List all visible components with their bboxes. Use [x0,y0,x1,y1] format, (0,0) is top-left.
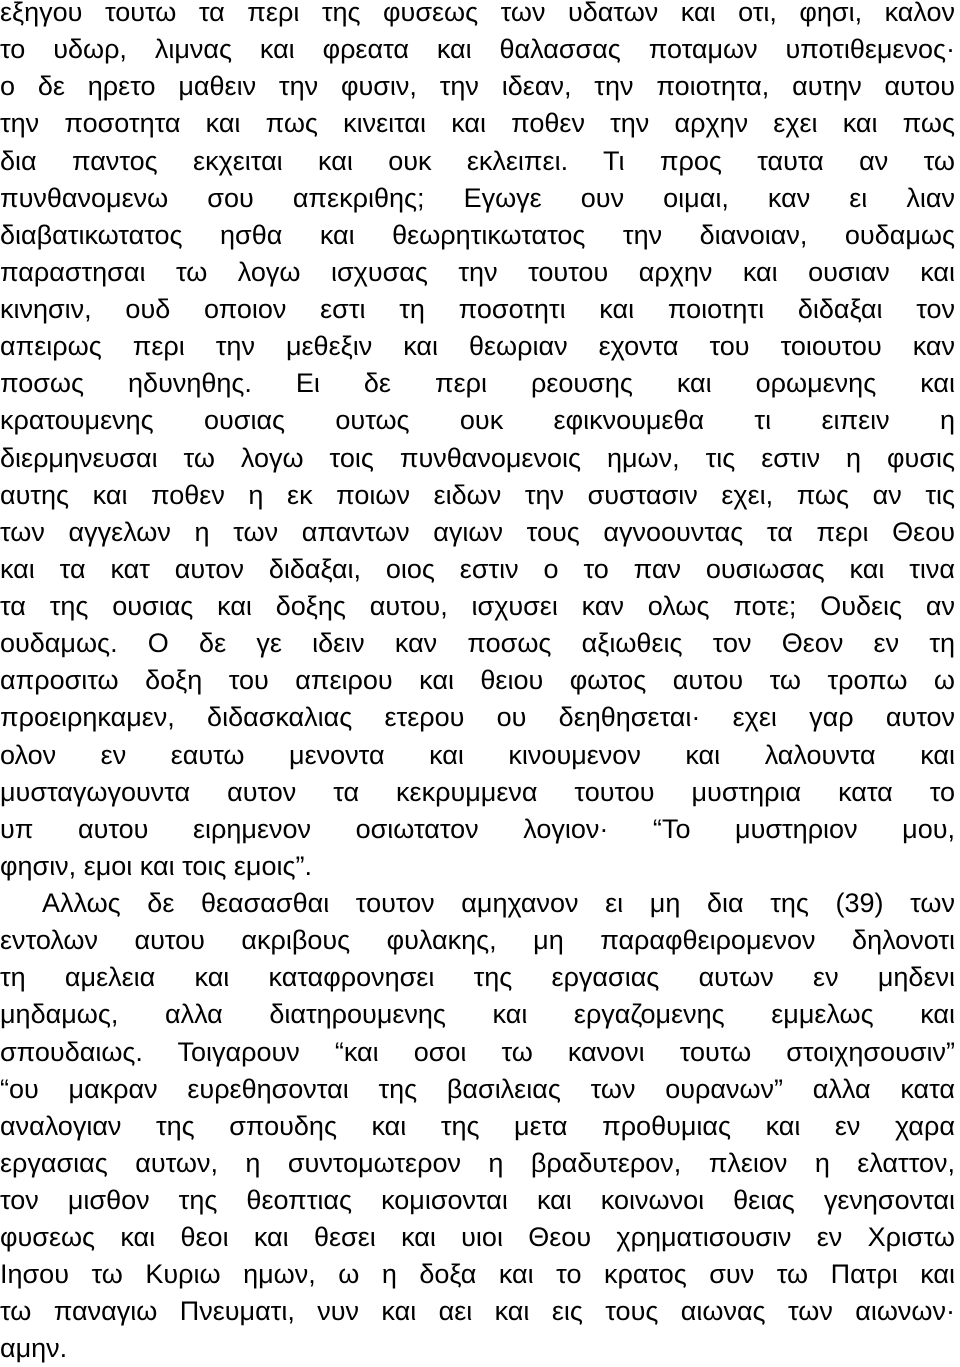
text-line: κρατουμενης ουσιας ουτως ουκ εφικνουμεθα τι ειπειν η [0,405,955,435]
text-line: διερμηνευσαι τω λογω τοις πυνθανομενοις ημων, τις εστιν η φυσις [0,443,955,473]
text-line: “ου μακραν ευρεθησονται της βασιλειας των ουρανων” αλλα κατα [0,1074,955,1104]
text-line: υπ αυτου ειρημενον οσιωτατον λογιον· “Το μυστηριον μου, [0,814,955,844]
text-line: τω παναγιω Πνευματι, νυν και αει και εις τους αιωνας των αιωνων· [0,1296,955,1326]
text-line: Ιησου τω Κυριω ημων, ω η δοξα και το κρατος συν τω Πατρι και [0,1259,955,1289]
text-line: την ποσοτητα και πως κινειται και ποθεν την αρχην εχει και πως [0,108,955,138]
text-line: αναλογιαν της σπουδης και της μετα προθυμιας και εν χαρα [0,1111,955,1141]
text-line: και τα κατ αυτον διδαξαι, οιος εστιν ο το παν ουσιωσας και τινα [0,554,955,584]
text-line: ποσως ηδυνηθης. Ει δε περι ρεουσης και ορωμενης και [0,368,955,398]
text-line: τη αμελεια και καταφρονησει της εργασιας αυτων εν μηδενι [0,962,955,992]
text-line: κινησιν, ουδ οποιον εστι τη ποσοτητι και ποιοτητι διδαξαι τον [0,294,955,324]
text-line: διαβατικωτατος ησθα και θεωρητικωτατος την διανοιαν, ουδαμως [0,220,955,250]
text-line: το υδωρ, λιμνας και φρεατα και θαλασσας ποταμων υποτιθεμενος· [0,34,955,64]
text-line: εξηγου τουτω τα περι της φυσεως των υδατων και οτι, φησι, καλον [0,0,955,27]
text-line: τον μισθον της θεοπτιας κομισονται και κοινωνοι θειας γενησονται [0,1185,955,1215]
text-line: των αγγελων η των απαντων αγιων τους αγνοουντας τα περι Θεου [0,517,955,547]
text-line: Αλλως δε θεασασθαι τουτον αμηχανον ει μη δια της (39) των [42,888,955,918]
text-line: απροσιτω δοξη του απειρου και θειου φωτος αυτου τω τροπω ω [0,665,955,695]
text-line: ο δε ηρετο μαθειν την φυσιν, την ιδεαν, την ποιοτητα, αυτην αυτου [0,71,955,101]
text-line: εντολων αυτου ακριβους φυλακης, μη παραφθειρομενον δηλονοτι [0,925,955,955]
text-line: προειρηκαμεν, διδασκαλιας ετερου ου δεηθησεται· εχει γαρ αυτον [0,702,955,732]
text-line: αμην. [0,1333,68,1363]
text-line: φησιν, εμοι και τοις εμοις”. [0,851,313,881]
text-line: ολον εν εαυτω μενοντα και κινουμενον και λαλουντα και [0,740,955,770]
text-line: μηδαμως, αλλα διατηρουμενης και εργαζομενης εμμελως και [0,999,955,1029]
text-line: εργασιας αυτων, η συντομωτερον η βραδυτερον, πλειον η ελαττον, [0,1148,955,1178]
text-line: ουδαμως. Ο δε γε ιδειν καν ποσως αξιωθεις τον Θεον εν τη [0,628,955,658]
text-line: παραστησαι τω λογω ισχυσας την τουτου αρχην και ουσιαν και [0,257,955,287]
text-line: φυσεως και θεοι και θεσει και υιοι Θεου χρηματισουσιν εν Χριστω [0,1222,955,1252]
text-line: δια παντος εκχειται και ουκ εκλειπει. Τι προς ταυτα αν τω [0,146,955,176]
text-line: αυτης και ποθεν η εκ ποιων ειδων την συστασιν εχει, πως αν τις [0,480,955,510]
text-line: τα της ουσιας και δοξης αυτου, ισχυσει καν ολως ποτε; Ουδεις αν [0,591,955,621]
text-line: πυνθανομενω σου απεκριθης; Εγωγε ουν οιμαι, καν ει λιαν [0,183,955,213]
text-line: σπουδαιως. Τοιγαρουν “και οσοι τω κανονι τουτω στοιχησουσιν” [0,1037,955,1067]
text-line: απειρως περι την μεθεξιν και θεωριαν εχοντα του τοιουτου καν [0,331,955,361]
text-line: μυσταγωγουντα αυτον τα κεκρυμμενα τουτου μυστηρια κατα το [0,777,955,807]
